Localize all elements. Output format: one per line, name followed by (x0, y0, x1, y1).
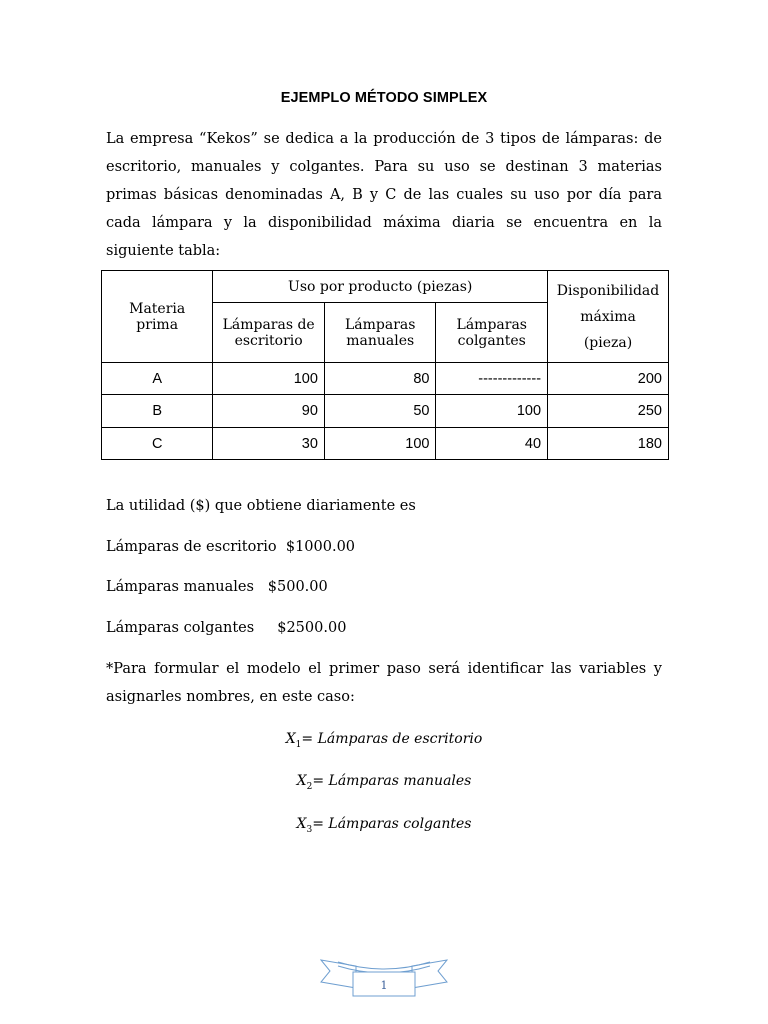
page-number: 1 (380, 979, 388, 992)
utilidad-intro: La utilidad ($) que obtiene diariamente es (106, 498, 416, 514)
cell-manuales: 80 (324, 363, 436, 395)
cell-colgantes: 40 (436, 428, 548, 460)
utilidad-value: $1000.00 (285, 539, 356, 555)
utilidad-value: $2500.00 (277, 620, 347, 636)
utilidad-manuales (106, 579, 328, 595)
utilidad-label: Lámparas de escritorio (106, 539, 277, 555)
document-title: EJEMPLO MÉTODO SIMPLEX (280, 90, 488, 106)
table-row (102, 428, 669, 460)
cell-manuales: 100 (324, 428, 436, 460)
utilidad-colgantes (106, 620, 346, 636)
col-header-manuales: Lámparas manuales (324, 303, 436, 363)
cell-escritorio: 30 (213, 428, 325, 460)
usage-table (101, 270, 669, 460)
disponibilidad-label: Disponibilidad máxima (556, 282, 660, 325)
intro-paragraph: La empresa “Kekos” se dedica a la producción de 3 tipos de lámparas: de escritorio, manuales y colgantes. Para su uso se destinan 3 materias primas básicas denominadas A, B y C de las cuales su uso por día para cada lámpara y la disponibilidad máxima diaria se encuentra en la siguiente tabla: (106, 131, 662, 259)
cell-materia: A (102, 363, 213, 395)
utilidad-escritorio (106, 539, 355, 555)
variable-x3: $X_3=$ Lámparas colgantes (296, 816, 472, 835)
cell-colgantes: ------------- (436, 363, 548, 395)
utilidad-label: Lámparas colgantes (106, 620, 255, 636)
group-header-uso: Uso por producto (piezas) (213, 271, 548, 303)
col-header-disponibilidad (548, 271, 669, 363)
cell-escritorio: 90 (213, 395, 325, 428)
table-row (102, 395, 669, 428)
variable-x2: $X_2=$ Lámparas manuales (296, 773, 472, 792)
cell-materia: B (102, 395, 213, 428)
cell-disponibilidad: 180 (548, 428, 669, 460)
cell-colgantes: 100 (436, 395, 548, 428)
col-header-materia: Materia prima (102, 271, 213, 363)
utilidad-value: $500.00 (267, 579, 328, 595)
col-header-escritorio: Lámparas de escritorio (213, 303, 325, 363)
table-row (102, 363, 669, 395)
cell-disponibilidad: 200 (548, 363, 669, 395)
cell-materia: C (102, 428, 213, 460)
page-number-ribbon-icon (320, 958, 448, 998)
cell-manuales: 50 (324, 395, 436, 428)
variable-x1: $X_1=$ Lámparas de escritorio (285, 731, 483, 750)
note-paragraph: *Para formular el modelo el primer paso será identificar las variables y asignarles nombres, en este caso: (106, 661, 662, 705)
disponibilidad-unit: (pieza) (583, 334, 633, 351)
cell-escritorio: 100 (213, 363, 325, 395)
cell-disponibilidad: 250 (548, 395, 669, 428)
utilidad-label: Lámparas manuales (106, 579, 254, 595)
col-header-colgantes: Lámparas colgantes (436, 303, 548, 363)
